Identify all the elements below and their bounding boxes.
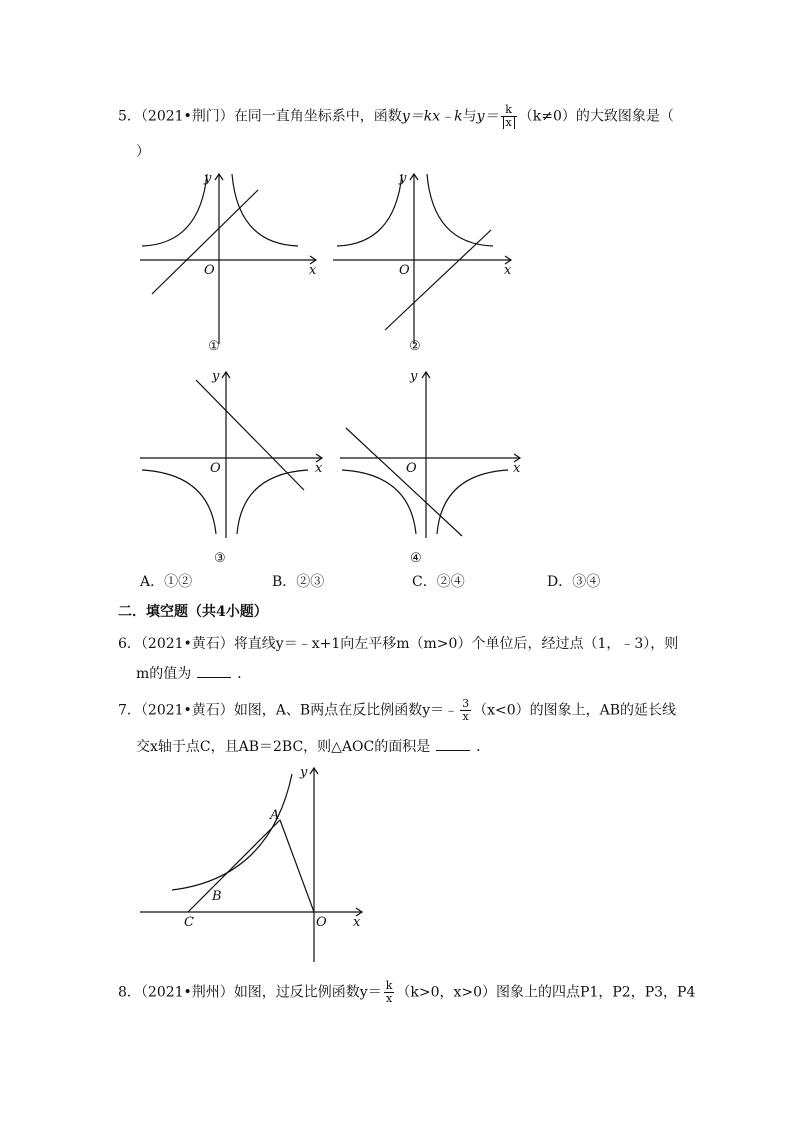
q7-label-c: C <box>184 915 194 930</box>
graph-3-hyperbola-left <box>142 470 216 534</box>
q6-number: 6． <box>118 636 141 652</box>
q7-source: （2021•黄石） <box>140 702 234 719</box>
graph-1-hyperbola-left <box>142 174 207 246</box>
graph-2-caption: ② <box>409 339 421 354</box>
graph-4 <box>332 366 532 566</box>
graph-3-origin-label: O <box>210 461 221 476</box>
q7-line-ac <box>188 820 280 912</box>
graph-2-y-label: y <box>399 171 407 186</box>
graph-2-hyperbola-left <box>337 174 402 246</box>
q7-answer-blank <box>436 738 470 751</box>
graph-4-line <box>346 428 462 536</box>
graph-4-hyperbola-left <box>342 470 416 534</box>
q7-line1 <box>118 698 676 723</box>
option-a: A．①② <box>140 574 193 590</box>
graph-4-origin-label: O <box>406 461 417 476</box>
q8-fraction <box>384 980 395 1005</box>
q5-line1 <box>118 104 674 129</box>
q8-text-b: （k>0，x>0）图象上的四点P <box>396 984 590 1001</box>
graph-2-origin-label: O <box>399 263 410 278</box>
q5-number: 5． <box>118 108 141 125</box>
graph-3-caption: ③ <box>214 551 226 566</box>
q8-points: 1，P2，P3，P4 <box>589 984 696 1001</box>
option-c: C．②④ <box>412 574 465 590</box>
q5-text-c: （k≠0）的大致图象是（ <box>518 108 674 125</box>
q5-text-b: 与 <box>462 108 477 125</box>
q7-fraction <box>460 698 471 723</box>
q7-label-a: A <box>270 808 280 823</box>
option-d: D．③④ <box>547 574 601 590</box>
graph-1-origin-label: O <box>204 263 215 278</box>
q7-label-y: y <box>300 765 308 780</box>
graph-2-line <box>385 230 491 330</box>
graph-3-y-label: y <box>212 369 220 384</box>
graph-1 <box>130 168 330 358</box>
q6-line2-text: m的值为 <box>136 666 192 682</box>
q7-text-a: 如图，A、B两点在反比例函数y＝﹣ <box>233 702 459 719</box>
q5-yeq: y＝ <box>476 108 499 125</box>
q5-fraction <box>501 104 517 129</box>
graph-4-hyperbola-right <box>437 470 508 534</box>
q7-hyperbola <box>172 774 292 890</box>
q7-figure <box>130 760 380 965</box>
graph-2 <box>325 168 525 358</box>
q7-text-b: （x<0）的图象上，AB的延长线 <box>473 702 677 719</box>
q5-frac-den: x <box>503 116 515 129</box>
graph-1-y-label: y <box>204 171 212 186</box>
q6-line2-end: ． <box>237 666 252 682</box>
q6-source: （2021•黄石） <box>140 636 234 652</box>
q5-line2: ） <box>136 144 150 160</box>
graph-2-hyperbola-right <box>427 174 493 246</box>
q8-text-a: 如图，过反比例函数y＝ <box>233 984 382 1001</box>
q8-source: （2021•荆州） <box>140 984 234 1001</box>
q5-text-a: 在同一直角坐标系中，函数 <box>233 108 402 125</box>
graph-3-x-label: x <box>315 461 323 476</box>
graph-4-x-label: x <box>513 461 521 476</box>
graph-4-y-label: y <box>410 369 418 384</box>
q5-formula1: y＝kx﹣k <box>401 108 463 125</box>
section-heading: 二．填空题（共4小题） <box>118 604 268 620</box>
q7-line2-end: ． <box>476 739 491 755</box>
q8-frac-num: k <box>385 979 393 992</box>
q7-label-x: x <box>353 915 361 930</box>
q8-frac-den: x <box>385 992 393 1005</box>
graph-1-hyperbola-right <box>232 174 298 246</box>
q7-line-ao <box>280 820 314 912</box>
graph-3 <box>130 366 330 566</box>
graph-1-line <box>152 190 258 294</box>
q7-frac-den: x <box>462 710 469 723</box>
q5-frac-num: k <box>501 104 517 117</box>
q7-number: 7． <box>118 702 141 719</box>
q5-source: （2021•荆门） <box>140 108 234 125</box>
q6-text: 将直线y＝﹣x+1向左平移m（m>0）个单位后，经过点（1，﹣3），则 <box>233 636 679 652</box>
q8-line1 <box>118 980 695 1005</box>
q7-label-b: B <box>212 889 222 904</box>
option-b: B．②③ <box>272 574 325 590</box>
q7-line2 <box>136 738 490 756</box>
q7-label-o: O <box>316 915 327 930</box>
graph-4-caption: ④ <box>410 551 422 566</box>
q8-number: 8． <box>118 984 141 1001</box>
graph-2-x-label: x <box>504 263 512 278</box>
q6-line1 <box>118 635 678 653</box>
graph-1-caption: ① <box>208 339 220 354</box>
graph-1-x-label: x <box>309 263 317 278</box>
graph-3-hyperbola-right <box>237 470 308 534</box>
q7-frac-num: 3 <box>462 697 470 710</box>
q6-line2 <box>136 665 251 683</box>
q6-answer-blank <box>197 665 231 678</box>
q7-line2-text: 交x轴于点C，且AB＝2BC，则△AOC的面积是 <box>136 739 431 755</box>
